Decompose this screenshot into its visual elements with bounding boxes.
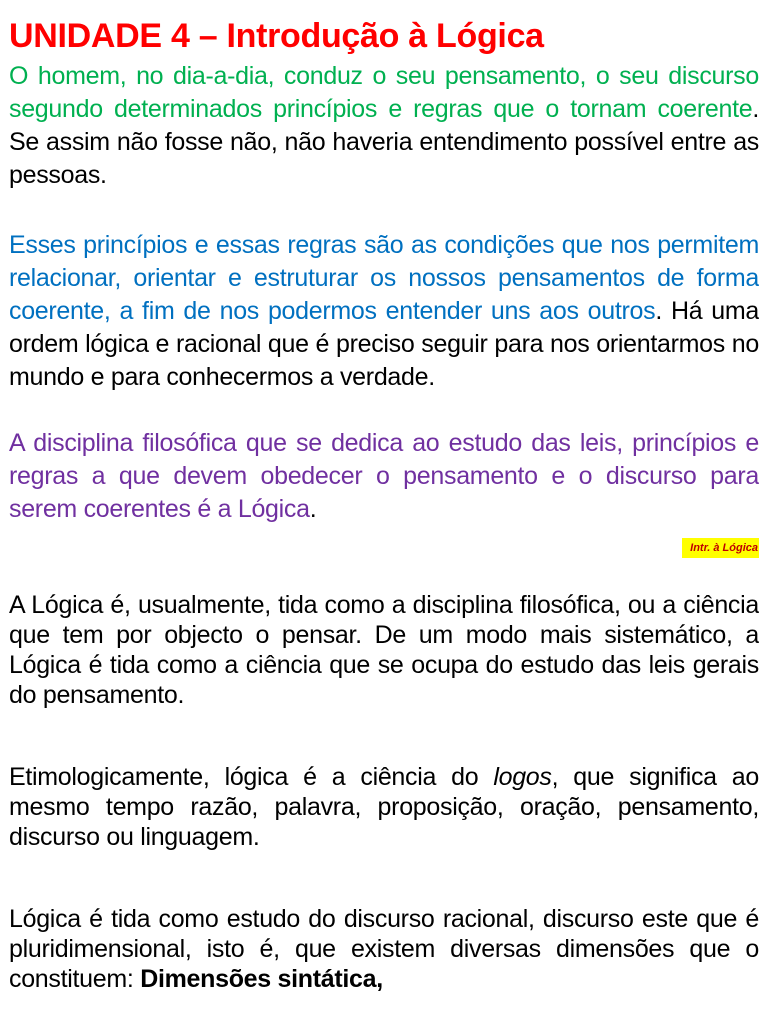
paragraph-4: A Lógica é, usualmente, tida como a disciplina filosófica, ou a ciência que tem por objecto o pensar. De um modo mais sistemático, a Lógica é tida como a ciência que se ocupa do estudo das leis gerais do pensamento. xyxy=(9,591,759,709)
document-page xyxy=(9,0,759,1024)
paragraph-3-highlight: A disciplina filosófica que se dedica ao estudo das leis, princípios e regras a que devem obedecer o pensamento e o discurso para serem coerentes é a Lógica xyxy=(9,429,759,523)
paragraph-5-before: Etimologicamente, lógica é a ciência do xyxy=(9,763,494,791)
paragraph-6 xyxy=(9,904,759,994)
paragraph-5 xyxy=(9,762,759,852)
paragraph-1 xyxy=(9,60,759,192)
paragraph-3 xyxy=(9,427,759,526)
paragraph-5-after: , que significa ao mesmo tempo razão, palavra, proposição, oração, pensamento, discurso ou linguagem. xyxy=(9,763,759,851)
paragraph-6-bold-term: Dimensões sintática, xyxy=(140,965,383,993)
section-badge: Intr. à Lógica xyxy=(682,538,759,558)
page-title: UNIDADE 4 – Introdução à Lógica xyxy=(9,17,544,55)
paragraph-5-italic-term: logos xyxy=(493,763,552,791)
paragraph-2-rest: . Há uma ordem lógica e racional que é preciso seguir para nos orientarmos no mundo e para conhecermos a verdade. xyxy=(9,297,759,391)
paragraph-2 xyxy=(9,229,759,394)
paragraph-6-before: Lógica é tida como estudo do discurso racional, discurso este que é pluridimensional, isto é, que existem diversas dimensões que o constituem: xyxy=(9,905,759,993)
paragraph-2-highlight: Esses princípios e essas regras são as condições que nos permitem relacionar, orientar e estruturar os nossos pensamentos de forma coerente, a fim de nos podermos entender uns aos outros xyxy=(9,231,759,325)
paragraph-1-highlight: O homem, no dia-a-dia, conduz o seu pensamento, o seu discurso segundo determinados princípios e regras que o tornam coerente xyxy=(9,62,759,123)
paragraph-1-rest: . Se assim não fosse não, não haveria entendimento possível entre as pessoas. xyxy=(9,95,759,189)
badge-row xyxy=(9,538,759,558)
paragraph-3-rest: . xyxy=(309,495,317,523)
